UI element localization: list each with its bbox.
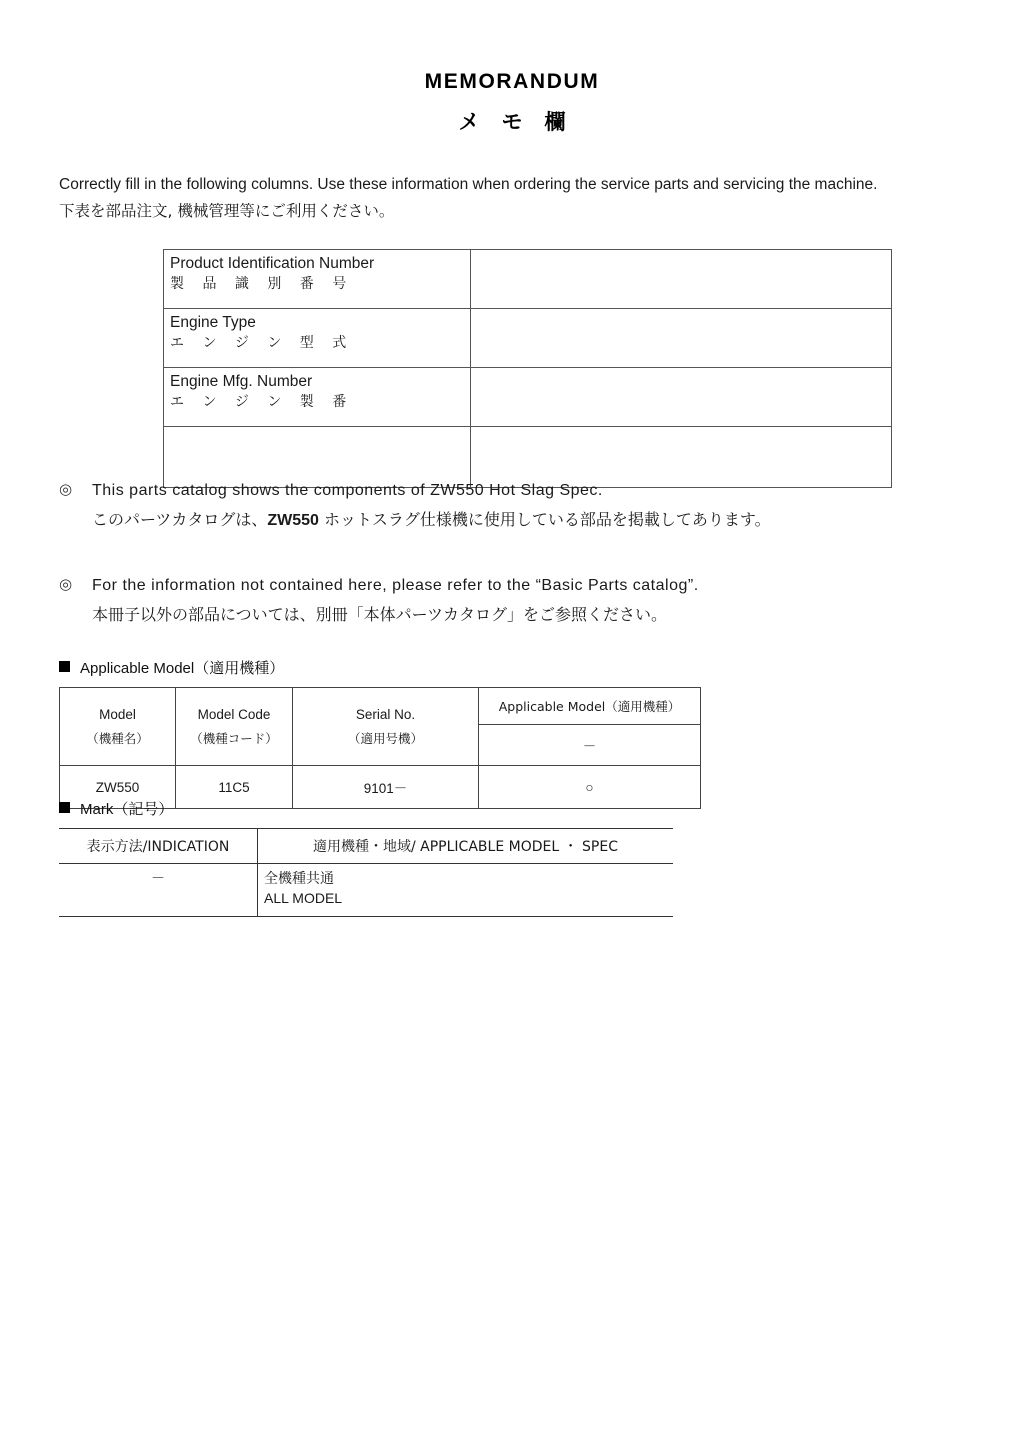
cell-applicable-spec-jp: 全機種共通 (264, 871, 334, 887)
table-row (164, 368, 892, 427)
memorandum-table (163, 249, 892, 488)
filled-square-icon (59, 661, 70, 672)
page-title (0, 70, 1024, 136)
column-subheader-spec: － (479, 725, 701, 766)
note-item (59, 480, 989, 533)
memo-label-cell (164, 250, 471, 309)
column-header-model (60, 688, 176, 766)
intro-text-en: Correctly fill in the following columns. Use these information when ordering the service parts and servicing the machine. (59, 176, 878, 193)
memo-label-en: Engine Type (170, 314, 256, 331)
memo-label-en: Engine Mfg. Number (170, 373, 313, 390)
memo-value-field[interactable] (471, 368, 892, 427)
page-title-jp: メモ欄 (458, 110, 588, 134)
note-jp-part2: ホットスラグ仕様機に使用している部品を掲載してあります。 (324, 510, 771, 529)
mark-heading-en: Mark (80, 801, 114, 818)
applicable-model-heading-en: Applicable Model (80, 660, 195, 677)
note-text-jp: 本冊子以外の部品については、別冊「本体パーツカタログ」をご参照ください。 (92, 605, 668, 624)
memo-label-cell (164, 309, 471, 368)
memo-value-field[interactable] (471, 250, 892, 309)
memo-label-jp: 製 品 識 別 番 号 (170, 276, 354, 292)
mark-heading-jp: （記号） (113, 800, 174, 818)
applicable-model-heading (59, 657, 701, 678)
mark-table (59, 828, 673, 917)
note-jp-model: ZW550 (267, 512, 319, 529)
cell-applicable-mark: ○ (479, 766, 701, 809)
cell-applicable-spec-en: ALL MODEL (264, 890, 343, 906)
note-text-en: For the information not contained here, please refer to the “Basic Parts catalog”. (92, 577, 699, 594)
table-row (164, 309, 892, 368)
cell-model-code: 11C5 (176, 766, 293, 809)
note-item (59, 575, 989, 627)
column-header-model-en: Model (99, 706, 136, 722)
applicable-model-heading-jp: （適用機種） (194, 659, 285, 677)
column-header-serial-no-jp: （適用号機） (347, 730, 423, 746)
column-header-applicable-model-label: Applicable Model（適用機種） (498, 699, 681, 714)
cell-serial-no: 9101－ (293, 766, 479, 809)
cell-applicable-spec (258, 864, 674, 917)
filled-square-icon (59, 802, 70, 813)
table-row (164, 250, 892, 309)
mark-heading (59, 798, 673, 819)
note-text-jp (92, 508, 989, 533)
column-header-applicable-spec: 適用機種・地域/ APPLICABLE MODEL ・ SPEC (258, 829, 674, 864)
cell-model: ZW550 (60, 766, 176, 809)
column-header-model-jp: （機種名） (86, 730, 149, 746)
cell-indication: － (59, 864, 258, 917)
memo-label-cell[interactable] (164, 427, 471, 488)
column-header-model-code (176, 688, 293, 766)
double-circle-icon: ◎ (59, 480, 73, 498)
table-header-row (60, 688, 701, 725)
double-circle-icon: ◎ (59, 575, 73, 593)
memo-label-jp: エ ン ジ ン 型 式 (170, 335, 354, 351)
mark-section (59, 798, 673, 917)
note-text-en: This parts catalog shows the components of ZW550 Hot Slag Spec. (92, 482, 603, 499)
applicable-model-table (59, 687, 701, 809)
memo-label-en: Product Identification Number (170, 255, 375, 272)
note-jp-part1: このパーツカタログは、 (92, 510, 268, 529)
column-header-model-code-en: Model Code (197, 706, 271, 722)
applicable-model-section (59, 657, 701, 809)
column-header-indication: 表示方法/INDICATION (59, 829, 258, 864)
column-header-applicable-model (479, 688, 701, 725)
column-header-serial-no (293, 688, 479, 766)
intro-text-jp: 下表を部品注文, 機械管理等にご利用ください。 (59, 202, 395, 220)
column-header-serial-no-en: Serial No. (355, 706, 416, 722)
column-header-model-code-jp: （機種コード） (190, 730, 278, 746)
table-row (59, 864, 673, 917)
memo-value-field[interactable] (471, 427, 892, 488)
table-header-row (59, 829, 673, 864)
intro-paragraph (59, 175, 979, 221)
page-title-en: MEMORANDUM (424, 70, 600, 93)
notes-section (59, 480, 989, 653)
memo-label-jp: エ ン ジ ン 製 番 (170, 394, 354, 410)
memo-value-field[interactable] (471, 309, 892, 368)
table-row (164, 427, 892, 488)
memo-label-cell (164, 368, 471, 427)
